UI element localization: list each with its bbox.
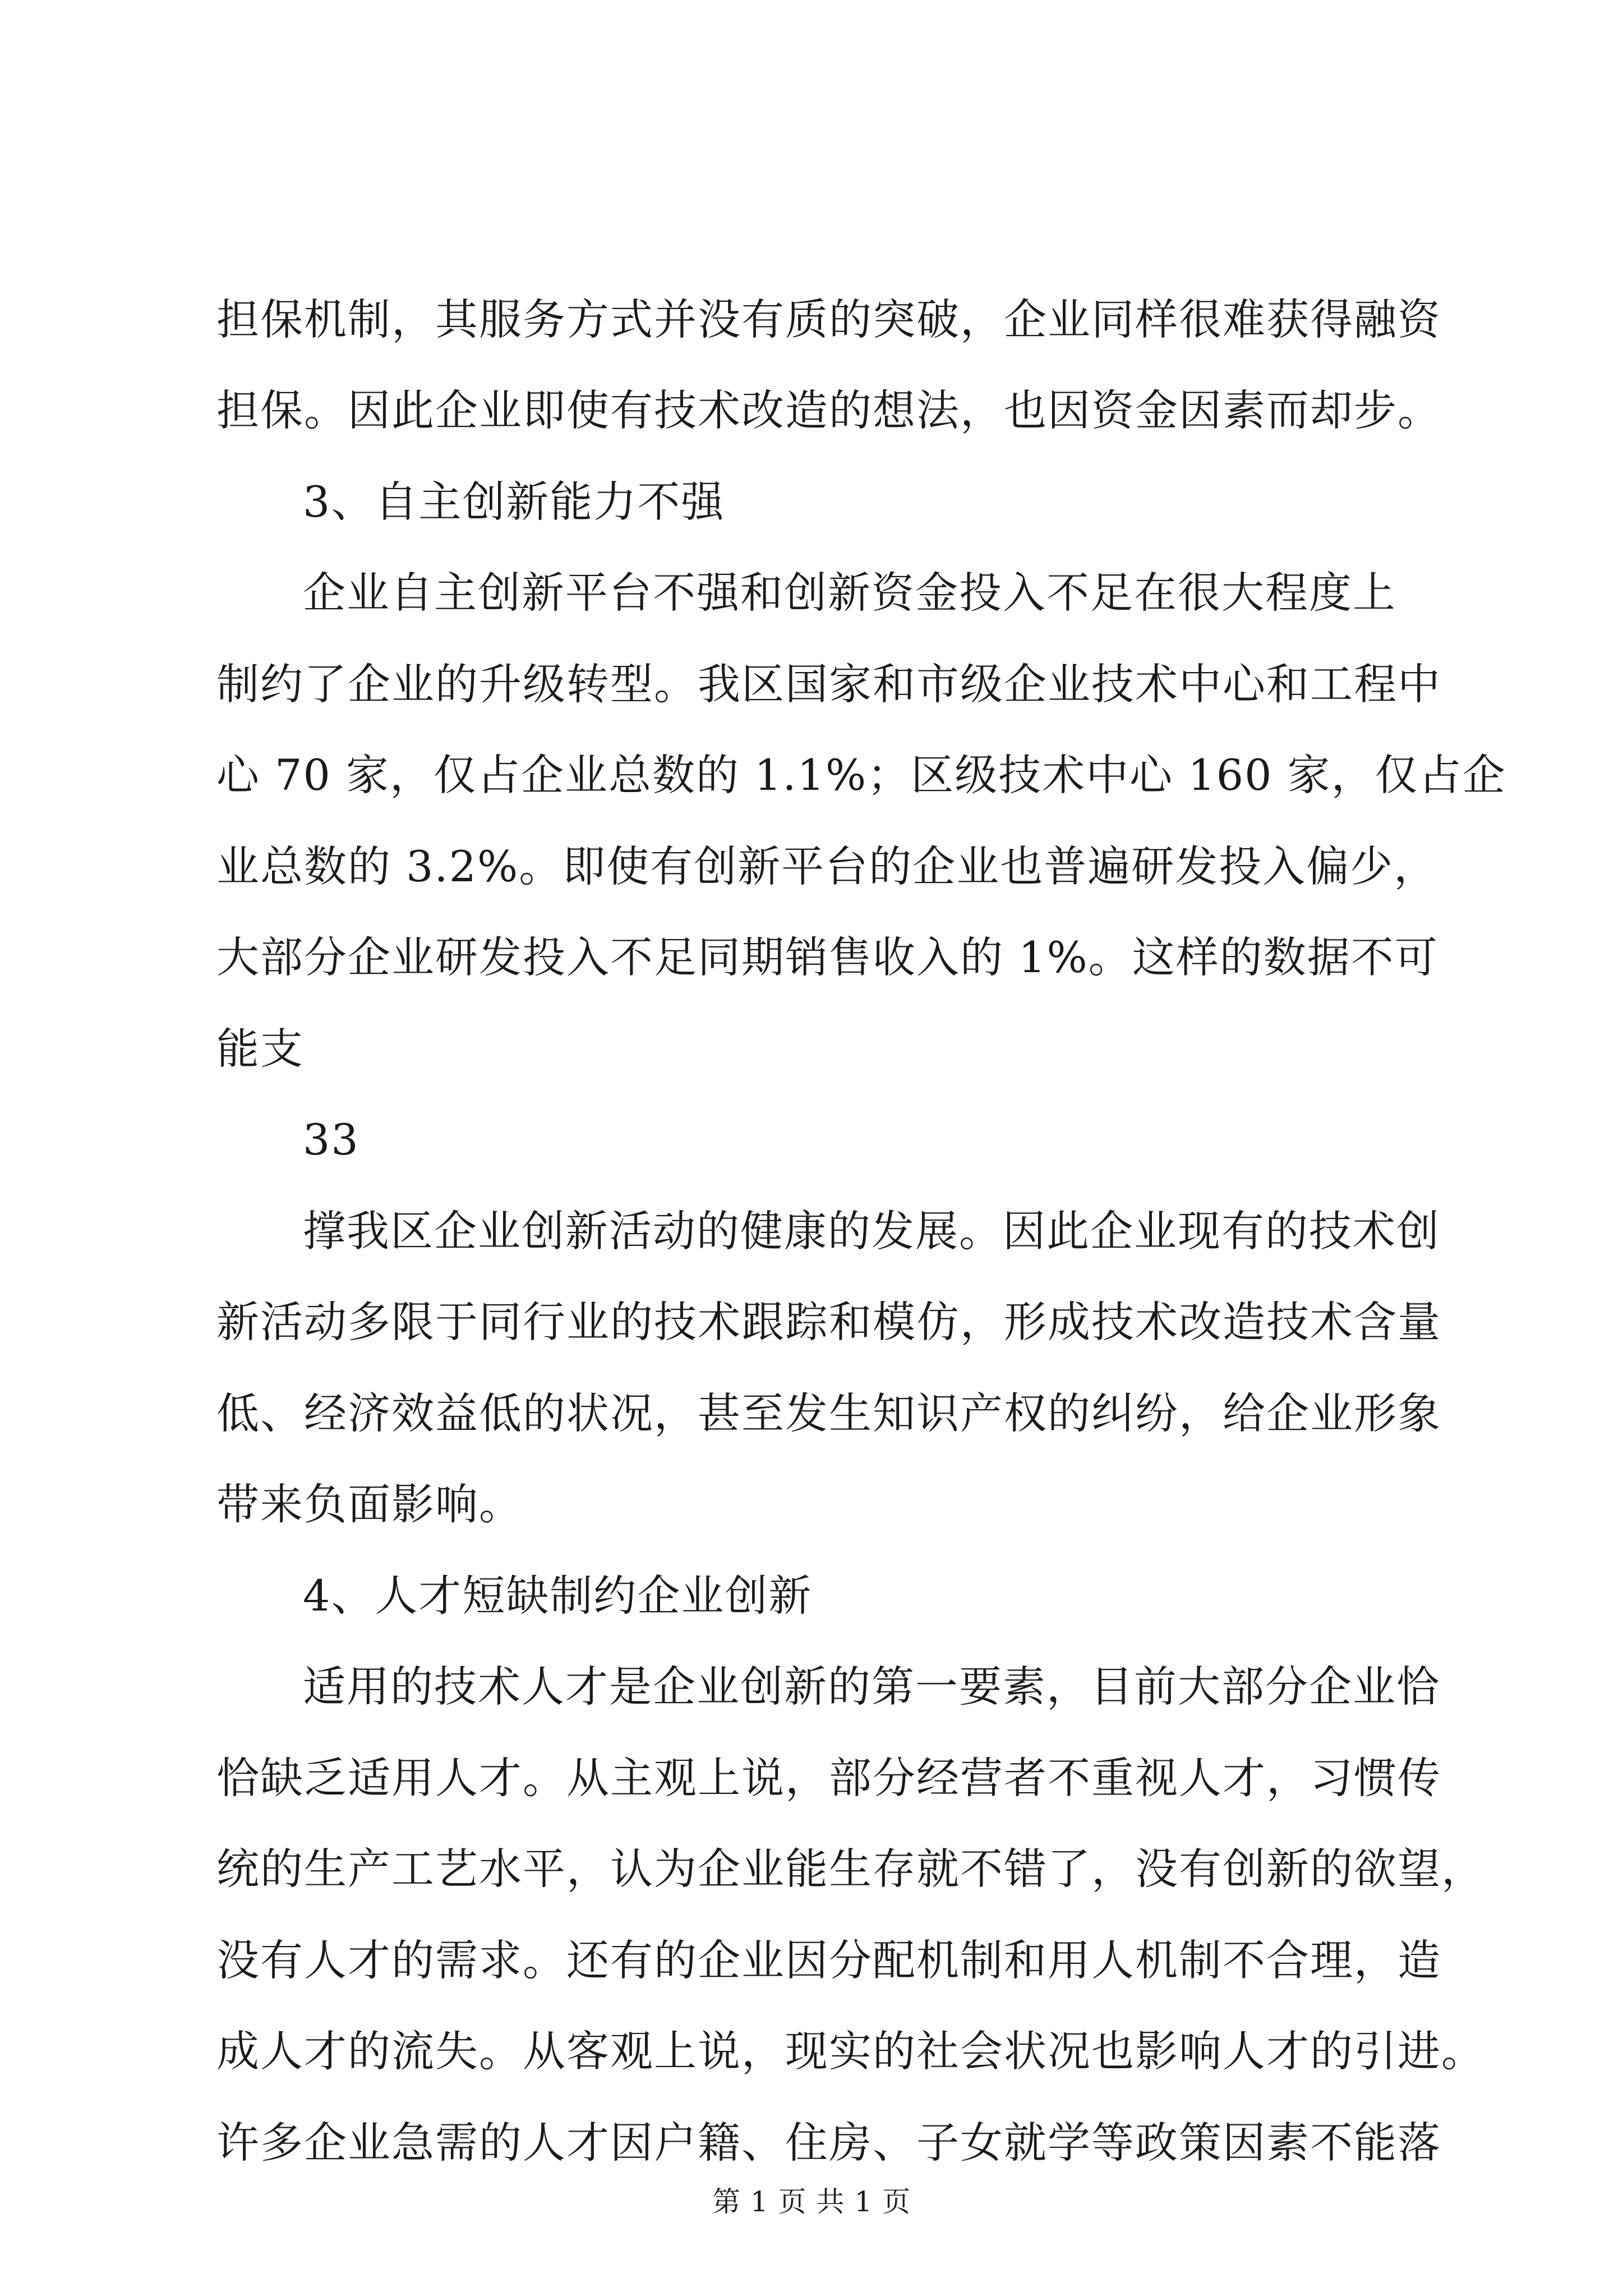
text-line: 业总数的 3.2%。即使有创新平台的企业也普遍研发投入偏少， [216, 841, 1438, 891]
text-line: 统的生产工艺水平，认为企业能生存就不错了，没有创新的欲望， [216, 1844, 1485, 1894]
section-heading: 3、自主创新能力不强 [303, 477, 725, 527]
text-line: 带来负面影响。 [216, 1479, 523, 1529]
text-line: 撑我区企业创新活动的健康的发展。因此企业现有的技术创 [303, 1206, 1440, 1256]
text-line: 大部分企业研发投入不足同期销售收入的 1%。这样的数据不可 [216, 932, 1438, 982]
text-line: 成人才的流失。从客观上说，现实的社会状况也影响人才的引进。 [216, 2026, 1485, 2076]
text-line: 企业自主创新平台不强和创新资金投入不足在很大程度上 [303, 568, 1396, 618]
text-line: 制约了企业的升级转型。我区国家和市级企业技术中心和工程中 [216, 659, 1441, 709]
text-line: 低、经济效益低的状况，甚至发生知识产权的纠纷，给企业形象 [216, 1388, 1441, 1438]
page-marker: 33 [303, 1115, 359, 1165]
text-line: 能支 [216, 1024, 304, 1074]
text-line: 新活动多限于同行业的技术跟踪和模仿，形成技术改造技术含量 [216, 1297, 1441, 1347]
section-heading: 4、人才短缺制约企业创新 [303, 1571, 813, 1621]
text-line: 没有人才的需求。还有的企业因分配机制和用人机制不合理，造 [216, 1935, 1441, 1985]
page-footer: 第 1 页 共 1 页 [712, 2185, 911, 2218]
text-line: 恰缺乏适用人才。从主观上说，部分经营者不重视人才，习惯传 [216, 1753, 1441, 1803]
text-line: 心 70 家，仅占企业总数的 1.1%；区级技术中心 160 家，仅占企 [216, 750, 1506, 800]
text-line: 担保。因此企业即使有技术改造的想法，也因资金因素而却步。 [216, 385, 1441, 435]
text-line: 适用的技术人才是企业创新的第一要素，目前大部分企业恰 [303, 1662, 1440, 1711]
text-line: 担保机制，其服务方式并没有质的突破，企业同样很难获得融资 [216, 295, 1441, 344]
text-line: 许多企业急需的人才因户籍、住房、子女就学等政策因素不能落 [216, 2118, 1441, 2168]
